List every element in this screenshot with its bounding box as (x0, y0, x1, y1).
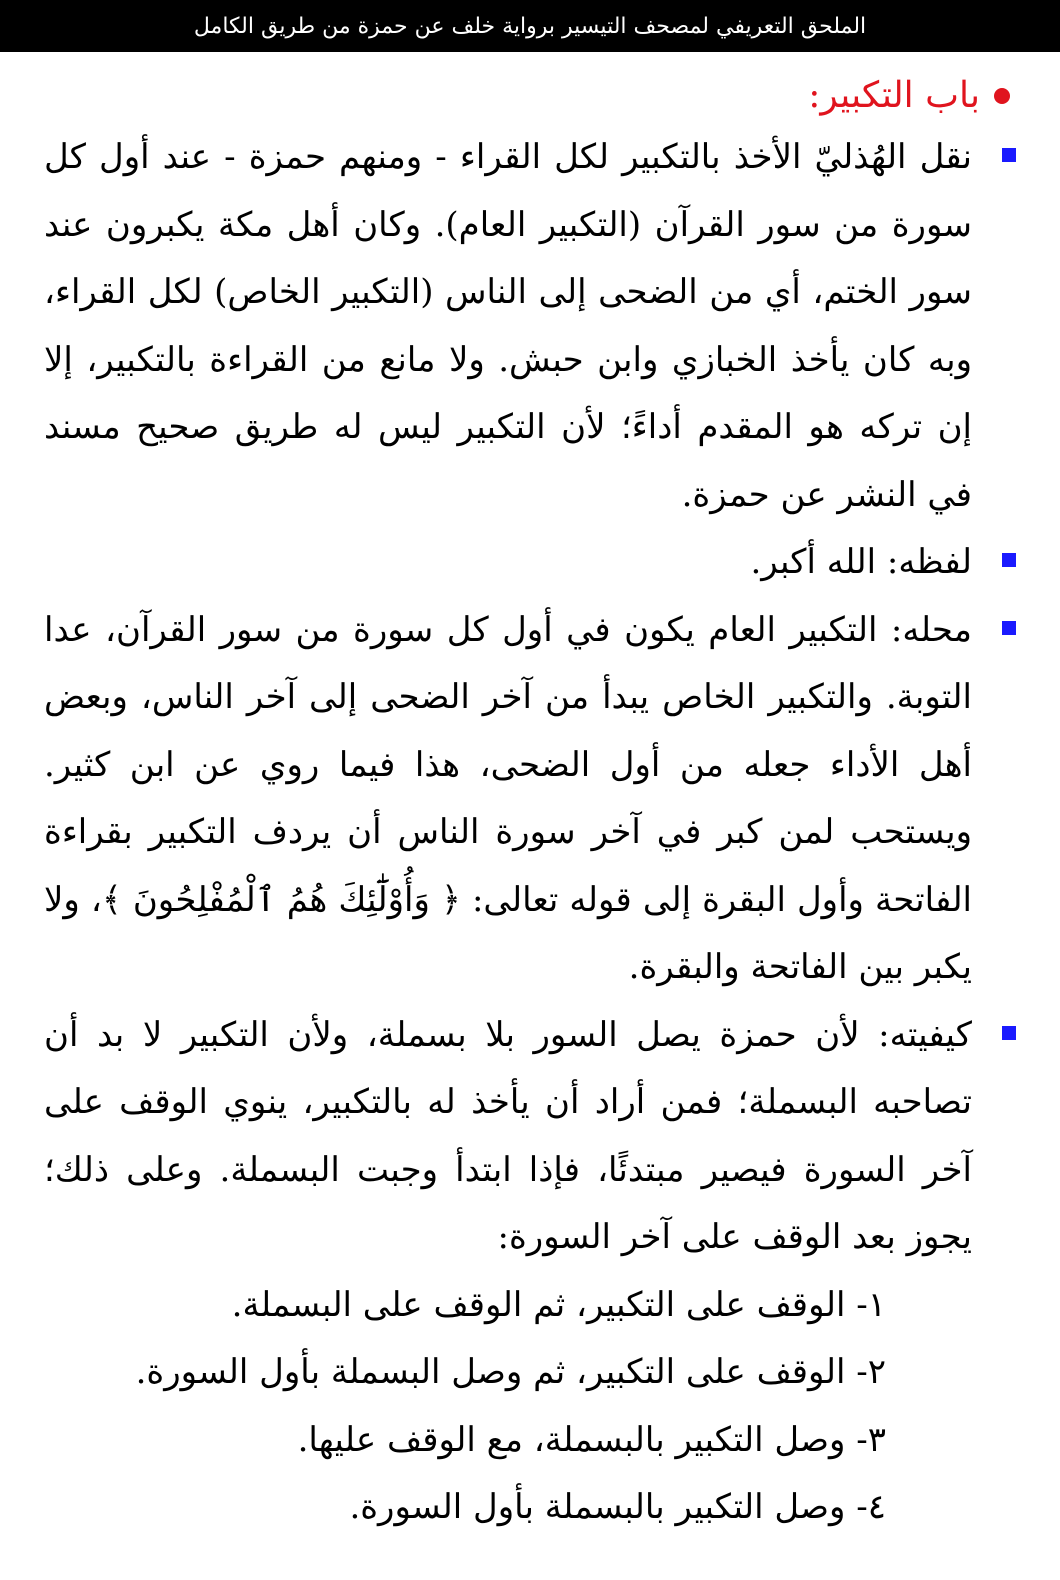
page-content (0, 52, 1060, 1542)
list-item: ٣- وصل التكبير بالبسملة، مع الوقف عليها. (297, 1419, 886, 1460)
paragraph-text (44, 529, 972, 597)
paragraph-text (44, 1002, 972, 1272)
paragraph-body: لأن حمزة يصل السور بلا بسملة، ولأن التكبير لا بد أن تصاحبه البسملة؛ فمن أراد أن يأخذ له بالتكبير، ينوي الوقف على آخر السورة فيصير مبتدئًا، فإذا ابتدأ وجبت البسملة. وعلى ذلك؛ يجوز بعد الوقف على آخر السورة: (44, 1014, 972, 1257)
paragraph-body: الله أكبر. (750, 542, 887, 582)
paragraph-item (44, 597, 1016, 1002)
paragraph-item (44, 529, 1016, 597)
quran-verse: ﴿ وَأُوْلَٰٓئِكَ هُمُ ٱلْمُفْلِحُونَ ﴾ (101, 879, 461, 920)
blue-square-bullet-icon (1002, 148, 1016, 162)
list-item: ٤- وصل التكبير بالبسملة بأول السورة. (349, 1487, 886, 1527)
blue-square-bullet-icon (1002, 553, 1016, 567)
red-bullet-icon (994, 88, 1010, 104)
paragraph-label: لفظه: (886, 542, 972, 582)
paragraph-item (44, 124, 1016, 529)
paragraph-item (44, 1002, 1016, 1272)
paragraph-text (44, 597, 972, 1002)
paragraph-label: كيفيته: (878, 1014, 972, 1055)
header-title: الملحق التعريفي لمصحف التيسير برواية خلف عن حمزة من طريق الكامل (193, 13, 867, 39)
section-heading (44, 70, 1016, 122)
blue-square-bullet-icon (1002, 1026, 1016, 1040)
paragraph-body: التكبير العام يكون في أول كل سورة من سور القرآن، عدا التوبة. والتكبير الخاص يبدأ من آخر الضحى إلى آخر الناس، وبعض أهل الأداء جعله من أول الضحى، هذا فيما روي عن ابن كثير. ويستحب لمن كبر في آخر سورة الناس أن يردف التكبير بقراءة الفاتحة وأول البقرة إلى قوله تعالى: (44, 609, 973, 920)
list-item: ٢- الوقف على التكبير، ثم وصل البسملة بأول السورة. (135, 1352, 886, 1392)
paragraph-label: محله: (890, 609, 972, 650)
header-bar (0, 0, 1060, 52)
numbered-list (44, 1272, 1016, 1542)
paragraph-text: نقل الهُذليّ الأخذ بالتكبير لكل القراء - ومنهم حمزة - عند أول كل سورة من سور القرآن (التكبير العام). وكان أهل مكة يكبرون عند سور الختم، أي من الضحى إلى الناس (التكبير الخاص) لكل القراء، وبه كان يأخذ الخبازي وابن حبش. ولا مانع من القراءة بالتكبير، إلا إن تركه هو المقدم أداءً؛ لأن التكبير ليس له طريق صحيح مسند في النشر عن حمزة. (44, 137, 972, 515)
paragraph-tail: ، ولا يكبر بين الفاتحة والبقرة. (44, 879, 972, 987)
section-title: باب التكبير: (808, 75, 980, 116)
blue-square-bullet-icon (1002, 621, 1016, 635)
list-item: ١- الوقف على التكبير، ثم الوقف على البسملة. (231, 1284, 886, 1325)
